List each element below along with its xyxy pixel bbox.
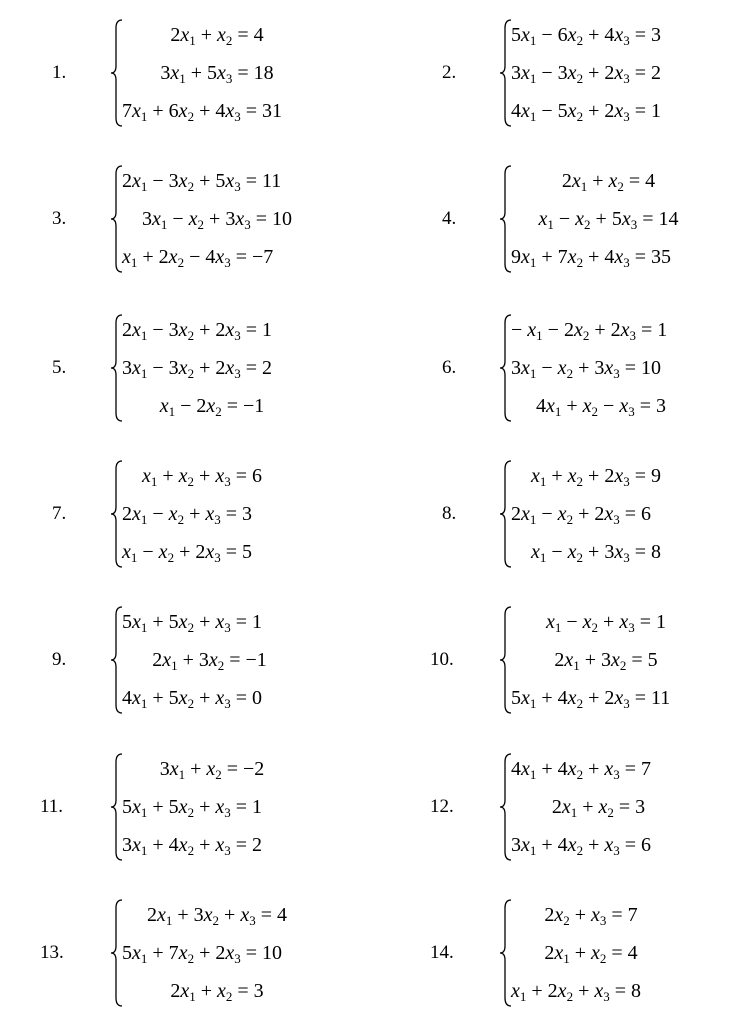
equation: $2x_1 - 3x_2 + 2x_3 = 1$: [122, 319, 273, 343]
equation: $2x_2 + x_3 = 7$: [544, 904, 638, 928]
equation: $2x_1 + x_2 = 4$: [170, 24, 264, 48]
problem-number: 10.: [430, 649, 454, 670]
equation: $2x_1 + x_2 = 4$: [561, 170, 656, 194]
problem-number: 14.: [430, 942, 454, 963]
problem-2: [0, 18, 662, 128]
equation-system: [511, 898, 671, 1008]
problem-number: 12.: [430, 796, 454, 817]
problem-number: 1.: [52, 62, 67, 83]
equation: $2x_1 + x_2 = 4$: [544, 942, 638, 966]
equation: $2x_1 - x_2 + 2x_3 = 6$: [511, 503, 652, 527]
problem-number: 5.: [52, 357, 67, 378]
problem-number: 3.: [52, 208, 67, 229]
equation: $2x_1 + 3x_2 = 5$: [554, 649, 658, 673]
problem-number: 13.: [40, 942, 64, 963]
equation: $5x_1 - 6x_2 + 4x_3 = 3$: [511, 24, 662, 48]
equation: $x_1 - x_2 + 5x_3 = 14$: [538, 208, 679, 232]
problem-number: 4.: [442, 208, 457, 229]
equation: $9x_1 + 7x_2 + 4x_3 = 35$: [511, 246, 672, 270]
equation-system: [511, 459, 681, 569]
equation: $2x_1 + x_2 = 3$: [170, 980, 264, 1004]
equation-system: [511, 18, 686, 128]
problem-6: [0, 313, 668, 423]
problem-number: 6.: [442, 357, 457, 378]
equation: $x_1 + x_2 + 2x_3 = 9$: [530, 465, 661, 489]
equation: $3x_1 + 4x_2 + x_3 = 6$: [511, 834, 652, 858]
equation: $x_1 + 2x_2 + x_3 = 8$: [511, 980, 642, 1004]
equation: $7x_1 + 6x_2 + 4x_3 = 31$: [122, 100, 283, 124]
equation: $4x_1 + x_2 - x_3 = 3$: [535, 395, 666, 419]
equation: $5x_1 + 4x_2 + 2x_3 = 11$: [511, 687, 671, 711]
problem-number: 9.: [52, 649, 67, 670]
equation: $x_1 - 2x_2 = -1$: [159, 395, 265, 419]
equation: $3x_1 - x_2 + 3x_3 = 10$: [141, 208, 292, 232]
equation: $x_1 - x_2 + 3x_3 = 8$: [530, 541, 661, 565]
equation: $4x_1 + 5x_2 + x_3 = 0$: [122, 687, 263, 711]
equation: $3x_1 - 3x_2 + 2x_3 = 2$: [511, 62, 662, 86]
problem-number: 11.: [40, 796, 64, 817]
equation: $3x_1 + 4x_2 + x_3 = 2$: [122, 834, 263, 858]
equation-system: [511, 605, 701, 715]
problem-10: [0, 605, 671, 715]
equation: $2x_1 + x_2 = 3$: [551, 796, 646, 820]
problem-14: [0, 898, 642, 1008]
equation: $2x_1 + 3x_2 = -1$: [152, 649, 267, 673]
equation-system: [511, 313, 691, 423]
problem-8: [0, 459, 661, 569]
equation: $x_1 - x_2 + 2x_3 = 5$: [122, 541, 253, 565]
equation: $x_1 + 2x_2 - 4x_3 = -7$: [122, 246, 274, 270]
equation: $4x_1 + 4x_2 + x_3 = 7$: [511, 758, 652, 782]
equation: $2x_1 - x_2 + x_3 = 3$: [122, 503, 253, 527]
equation: $2x_1 + 3x_2 + x_3 = 4$: [146, 904, 287, 928]
equation: $5x_1 + 5x_2 + x_3 = 1$: [122, 611, 263, 635]
equation: $5x_1 + 7x_2 + 2x_3 = 10$: [122, 942, 283, 966]
problem-number: 7.: [52, 503, 67, 524]
problem-number: 8.: [442, 503, 457, 524]
problem-12: [0, 752, 652, 862]
equation: $3x_1 - 3x_2 + 2x_3 = 2$: [122, 357, 273, 381]
equation: $x_1 - x_2 + x_3 = 1$: [545, 611, 666, 635]
equation: − $x_1 - 2x_2 + 2x_3 = 1$: [511, 319, 668, 343]
equation: $4x_1 - 5x_2 + 2x_3 = 1$: [511, 100, 662, 124]
equation: $x_1 + x_2 + x_3 = 6$: [141, 465, 262, 489]
equation: $5x_1 + 5x_2 + x_3 = 1$: [122, 796, 263, 820]
equation: $2x_1 - 3x_2 + 5x_3 = 11$: [122, 170, 282, 194]
equation: $3x_1 + 5x_3 = 18$: [160, 62, 274, 86]
equation: $3x_1 + x_2 = -2$: [159, 758, 265, 782]
equation-system: [511, 752, 686, 862]
problem-number: 2.: [442, 62, 457, 83]
equation-system: [511, 164, 706, 274]
equation: $3x_1 - x_2 + 3x_3 = 10$: [511, 357, 662, 381]
problem-4: [0, 164, 679, 274]
